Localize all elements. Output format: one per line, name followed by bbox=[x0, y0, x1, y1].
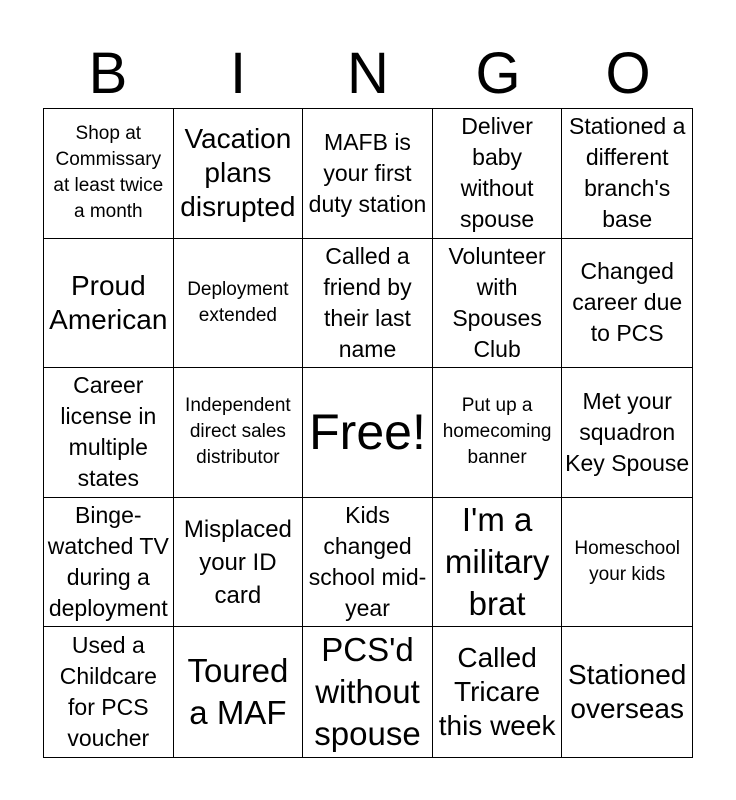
free-space-cell[interactable] bbox=[303, 368, 433, 498]
bingo-cell[interactable] bbox=[303, 239, 433, 369]
cell-text: Independent direct sales distributor bbox=[185, 395, 291, 469]
cell-text: PCS'd without spouse bbox=[314, 631, 421, 753]
cell-text: Proud American bbox=[49, 269, 168, 335]
cell-text: Put up a homecoming banner bbox=[442, 395, 552, 469]
bingo-cell[interactable] bbox=[562, 109, 692, 239]
cell-text: Homeschool your kids bbox=[574, 538, 680, 586]
bingo-cell[interactable] bbox=[44, 627, 174, 757]
bingo-cell[interactable] bbox=[174, 109, 304, 239]
bingo-cell[interactable] bbox=[433, 368, 563, 498]
bingo-cell[interactable] bbox=[174, 627, 304, 757]
cell-text: Called a friend by their last name bbox=[323, 242, 412, 362]
bingo-cell[interactable] bbox=[433, 627, 563, 757]
cell-text: Toured a MAF bbox=[187, 652, 289, 732]
cell-text: Called Tricare this week bbox=[438, 642, 556, 742]
bingo-cell[interactable] bbox=[44, 239, 174, 369]
cell-text: Volunteer with Spouses Club bbox=[448, 242, 546, 362]
bingo-cell[interactable] bbox=[562, 627, 692, 757]
cell-text: Stationed overseas bbox=[568, 659, 687, 725]
cell-text: Stationed a different branch's base bbox=[569, 113, 686, 233]
cell-text: Misplaced your ID card bbox=[183, 515, 292, 609]
cell-text: I'm a military brat bbox=[444, 501, 550, 623]
bingo-cell[interactable] bbox=[562, 368, 692, 498]
bingo-cell[interactable] bbox=[303, 498, 433, 628]
bingo-cell[interactable] bbox=[44, 498, 174, 628]
header-letter-b: B bbox=[88, 41, 128, 106]
cell-text: Free! bbox=[309, 404, 426, 461]
bingo-cell[interactable] bbox=[562, 239, 692, 369]
bingo-cell[interactable] bbox=[303, 109, 433, 239]
cell-text: Deployment extended bbox=[187, 278, 289, 326]
cell-text: Career license in multiple states bbox=[60, 372, 157, 492]
bingo-cell[interactable] bbox=[303, 627, 433, 757]
cell-text: Changed career due to PCS bbox=[572, 258, 683, 347]
cell-text: Vacation plans disrupted bbox=[180, 123, 296, 223]
bingo-header bbox=[43, 40, 693, 108]
cell-text: Met your squadron Key Spouse bbox=[565, 387, 690, 476]
bingo-grid bbox=[43, 108, 693, 758]
bingo-cell[interactable] bbox=[174, 239, 304, 369]
bingo-cell[interactable] bbox=[44, 368, 174, 498]
bingo-cell[interactable] bbox=[433, 239, 563, 369]
cell-text: Used a Childcare for PCS voucher bbox=[59, 632, 157, 752]
cell-text: Deliver baby without spouse bbox=[460, 113, 535, 233]
cell-text: Binge-watched TV during a deployment bbox=[47, 502, 169, 622]
bingo-cell[interactable] bbox=[562, 498, 692, 628]
header-letter-i: I bbox=[229, 41, 247, 106]
bingo-cell[interactable] bbox=[433, 109, 563, 239]
header-letter-o: O bbox=[605, 41, 651, 106]
bingo-cell[interactable] bbox=[44, 109, 174, 239]
cell-text: MAFB is your first duty station bbox=[308, 128, 427, 217]
cell-text: Kids changed school mid-year bbox=[308, 502, 427, 622]
bingo-cell[interactable] bbox=[174, 368, 304, 498]
bingo-cell[interactable] bbox=[174, 498, 304, 628]
bingo-cell[interactable] bbox=[433, 498, 563, 628]
header-letter-n: N bbox=[347, 41, 389, 106]
header-letter-g: G bbox=[475, 41, 521, 106]
cell-text: Shop at Commissary at least twice a month bbox=[53, 123, 164, 223]
